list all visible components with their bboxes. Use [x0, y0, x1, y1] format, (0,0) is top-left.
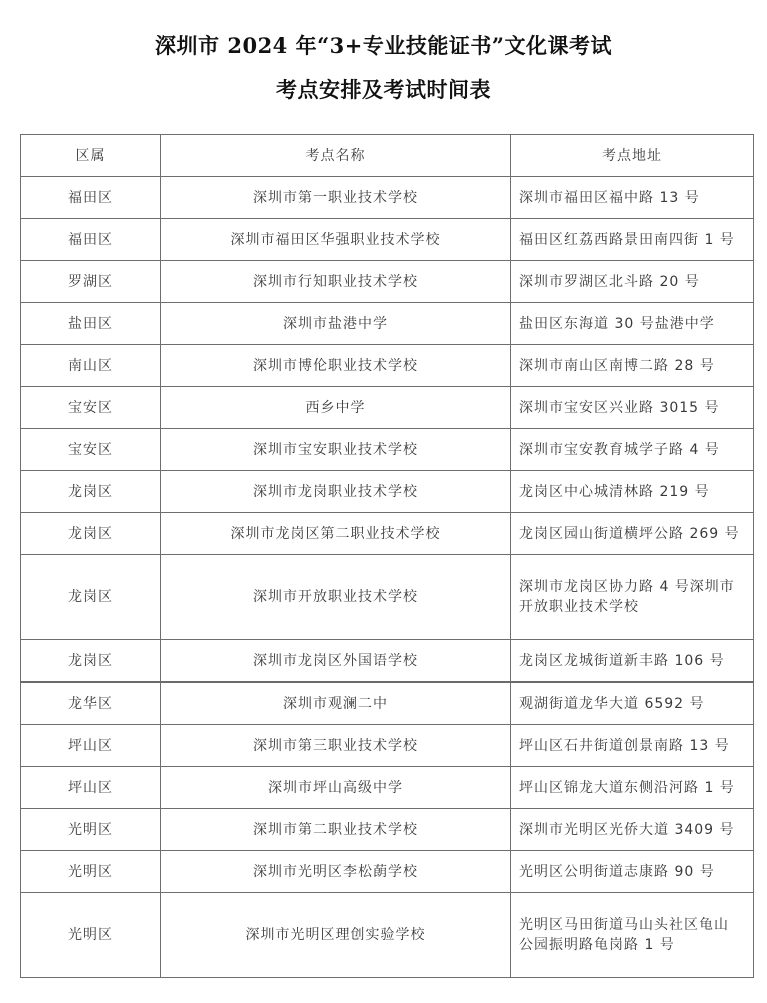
cell-venue-address: 坪山区石井街道创景南路 13 号: [511, 725, 754, 767]
cell-venue-name: 深圳市福田区华强职业技术学校: [161, 219, 511, 261]
cell-venue-name: 深圳市行知职业技术学校: [161, 261, 511, 303]
cell-venue-name: 深圳市龙岗区第二职业技术学校: [161, 513, 511, 555]
table-row: [21, 851, 754, 893]
cell-venue-name: 深圳市盐港中学: [161, 303, 511, 345]
table-row: [21, 640, 754, 683]
cell-venue-name: 深圳市龙岗区外国语学校: [161, 640, 511, 683]
cell-district: 龙华区: [21, 682, 161, 725]
address-line-1: 深圳市龙岗区协力路 4 号深圳市: [519, 579, 735, 595]
table-row: [21, 387, 754, 429]
table-row: [21, 725, 754, 767]
table-row: [21, 177, 754, 219]
table-row: [21, 513, 754, 555]
header-venue-name: 考点名称: [161, 135, 511, 177]
table-row: [21, 767, 754, 809]
cell-venue-address: 坪山区锦龙大道东侧沿河路 1 号: [511, 767, 754, 809]
table-row: [21, 555, 754, 640]
cell-district: 光明区: [21, 851, 161, 893]
cell-district: 福田区: [21, 177, 161, 219]
cell-venue-address: 龙岗区园山街道横坪公路 269 号: [511, 513, 754, 555]
cell-district: 龙岗区: [21, 513, 161, 555]
cell-venue-address: 光明区公明街道志康路 90 号: [511, 851, 754, 893]
cell-venue-address: 深圳市宝安教育城学子路 4 号: [511, 429, 754, 471]
cell-district: 光明区: [21, 893, 161, 978]
address-line-1: 光明区马田街道马山头社区龟山: [519, 917, 729, 933]
cell-venue-name: 深圳市第三职业技术学校: [161, 725, 511, 767]
cell-venue-address: 观湖街道龙华大道 6592 号: [511, 682, 754, 725]
table-row: [21, 219, 754, 261]
table-row: [21, 345, 754, 387]
table-row: [21, 471, 754, 513]
document-subtitle: 考点安排及考试时间表: [276, 77, 491, 102]
cell-district: 龙岗区: [21, 640, 161, 683]
cell-district: 坪山区: [21, 767, 161, 809]
cell-venue-address: 龙岗区龙城街道新丰路 106 号: [511, 640, 754, 683]
cell-district: 宝安区: [21, 429, 161, 471]
cell-venue-address: 深圳市宝安区兴业路 3015 号: [511, 387, 754, 429]
cell-venue-address: 龙岗区中心城清林路 219 号: [511, 471, 754, 513]
cell-venue-name: 深圳市宝安职业技术学校: [161, 429, 511, 471]
cell-venue-name: 深圳市龙岗职业技术学校: [161, 471, 511, 513]
table-header-row: [21, 135, 754, 177]
cell-venue-address: 深圳市罗湖区北斗路 20 号: [511, 261, 754, 303]
cell-venue-name: 深圳市光明区李松蓢学校: [161, 851, 511, 893]
cell-venue-address: 福田区红荔西路景田南四街 1 号: [511, 219, 754, 261]
cell-venue-name: 深圳市观澜二中: [161, 682, 511, 725]
address-line-2: 公园振明路龟岗路 1 号: [519, 937, 675, 953]
cell-district: 光明区: [21, 809, 161, 851]
exam-venue-table: [20, 134, 754, 978]
cell-venue-name: 深圳市光明区理创实验学校: [161, 893, 511, 978]
table-row: [21, 261, 754, 303]
cell-venue-name: 深圳市第二职业技术学校: [161, 809, 511, 851]
table-row: [21, 303, 754, 345]
cell-district: 盐田区: [21, 303, 161, 345]
cell-venue-address: [511, 893, 754, 978]
table-row: [21, 893, 754, 978]
cell-district: 宝安区: [21, 387, 161, 429]
cell-venue-address: [511, 555, 754, 640]
table-row: [21, 429, 754, 471]
cell-venue-address: 深圳市光明区光侨大道 3409 号: [511, 809, 754, 851]
cell-district: 南山区: [21, 345, 161, 387]
cell-district: 龙岗区: [21, 555, 161, 640]
cell-venue-name: 深圳市开放职业技术学校: [161, 555, 511, 640]
cell-venue-name: 西乡中学: [161, 387, 511, 429]
cell-district: 罗湖区: [21, 261, 161, 303]
cell-venue-address: 深圳市南山区南博二路 28 号: [511, 345, 754, 387]
cell-venue-address: 深圳市福田区福中路 13 号: [511, 177, 754, 219]
header-venue-address: 考点地址: [511, 135, 754, 177]
table-row: [21, 682, 754, 725]
document-title: 深圳市 2024 年“3+专业技能证书”文化课考试: [155, 33, 612, 58]
header-district: 区属: [21, 135, 161, 177]
cell-venue-name: 深圳市坪山高级中学: [161, 767, 511, 809]
cell-district: 坪山区: [21, 725, 161, 767]
cell-venue-address: 盐田区东海道 30 号盐港中学: [511, 303, 754, 345]
address-line-2: 开放职业技术学校: [519, 599, 639, 615]
table-row: [21, 809, 754, 851]
cell-venue-name: 深圳市第一职业技术学校: [161, 177, 511, 219]
cell-venue-name: 深圳市博伦职业技术学校: [161, 345, 511, 387]
cell-district: 福田区: [21, 219, 161, 261]
cell-district: 龙岗区: [21, 471, 161, 513]
